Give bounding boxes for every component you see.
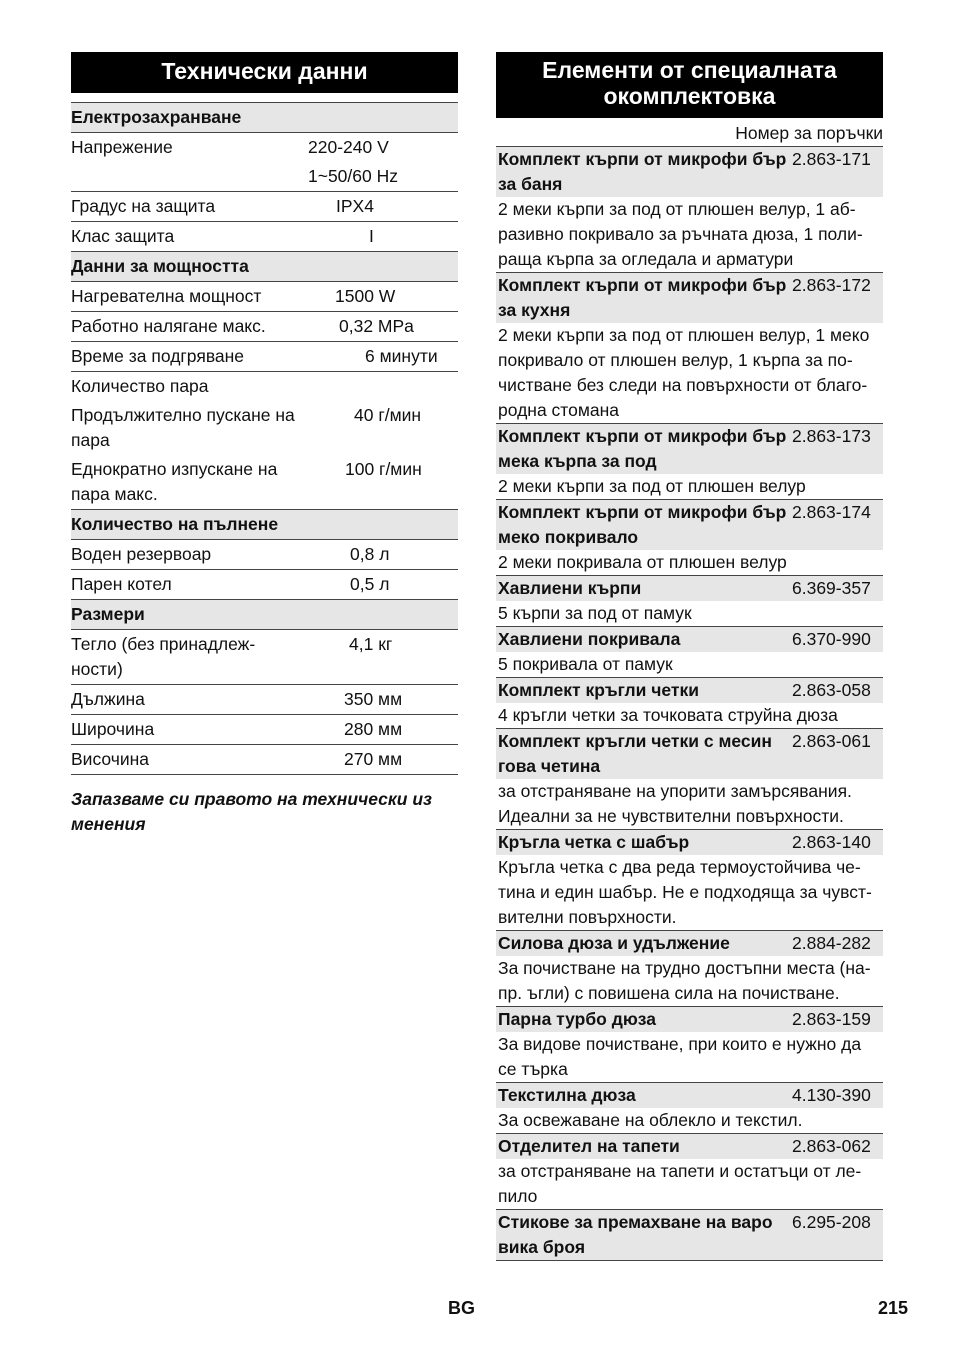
spec-value: 0,5 л [350, 574, 390, 594]
accessory-order-number: 2.863-058 [792, 680, 871, 700]
section-heading: Данни за мощността [71, 252, 458, 282]
spec-label: Клас защита [71, 226, 175, 246]
spec-row [71, 715, 458, 745]
spec-value: 4,1 кг [349, 634, 393, 654]
accessory-name: Хавлиени кърпи [498, 578, 642, 598]
accessory-item-head [496, 423, 883, 474]
spec-label: Напрежение [71, 137, 173, 157]
spec-row [71, 570, 458, 600]
accessory-description: 4 кръгли четки за точковата струйна дюза [498, 705, 838, 725]
footer-language: BG [448, 1298, 475, 1318]
accessory-name: Комплект кърпи от микрофи бър за баня [498, 149, 787, 194]
accessory-item-head [496, 499, 883, 550]
accessories-column [496, 52, 883, 1261]
accessory-order-number: 2.863-173 [792, 426, 871, 446]
accessory-name: Стикове за премахване на варо вика броя [498, 1212, 773, 1257]
spec-label: Продължително пускане на пара [71, 405, 295, 450]
spec-value: 0,32 MPa [339, 316, 414, 336]
accessory-name: Комплект кръгли четки [498, 680, 700, 700]
accessory-description: за отстраняване на тапети и остатъци от ле- пило [498, 1161, 862, 1206]
accessory-order-number: 2.863-172 [792, 275, 871, 295]
spec-row [71, 685, 458, 715]
accessory-description: Кръгла четка с два реда термоустойчива че- тина и един шабър. Не е подходяща за чувст- вителни повърхности. [498, 857, 872, 927]
accessory-item-head [496, 272, 883, 323]
spec-value: 6 минути [365, 346, 438, 366]
spec-label: Градус на защита [71, 196, 216, 216]
spec-label: Широчина [71, 719, 155, 739]
accessory-item-head [496, 930, 883, 956]
section-heading: Размери [71, 600, 458, 630]
spec-label: Количество пара [71, 376, 209, 396]
accessory-description: 5 кърпи за под от памук [498, 603, 692, 623]
order-number-header: Номер за поръчки [735, 123, 883, 143]
spec-label: Работно налягане макс. [71, 316, 266, 336]
accessory-name: Текстилна дюза [498, 1085, 636, 1105]
accessory-name: Кръгла четка с шабър [498, 832, 690, 852]
spec-label: Воден резервоар [71, 544, 212, 564]
accessory-description: За освежаване на облекло и текстил. [498, 1110, 803, 1130]
spec-value: 40 г/мин [354, 405, 422, 425]
spec-value [308, 374, 458, 399]
accessory-description: 2 меки кърпи за под от плюшен велур [498, 476, 806, 496]
spec-row [71, 540, 458, 570]
spec-label: Време за подгряване [71, 346, 245, 366]
accessory-order-number: 4.130-390 [792, 1085, 871, 1105]
accessory-name: Комплект кърпи от микрофи бър мека кърпа за под [498, 426, 787, 471]
accessories-title: Елементи от специалната окомплектовка [496, 52, 883, 118]
spec-row [71, 162, 458, 192]
accessory-name: Парна турбо дюза [498, 1009, 656, 1029]
accessory-name: Комплект кръгли четки с месин гова четина [498, 731, 772, 776]
accessory-item-head [496, 146, 883, 197]
spec-label: Нагревателна мощност [71, 286, 262, 306]
section-heading: Количество на пълнене [71, 510, 458, 540]
technical-data-title: Технически данни [71, 52, 458, 93]
spec-value: 270 мм [344, 749, 403, 769]
technical-data-table [71, 102, 458, 775]
section-heading: Електрозахранване [71, 103, 458, 133]
accessory-order-number: 2.863-140 [792, 832, 871, 852]
accessory-order-number: 6.370-990 [792, 629, 871, 649]
spec-value: 220-240 V [308, 137, 389, 157]
spec-label: Еднократно изпускане на пара макс. [71, 459, 278, 504]
accessory-order-number: 6.295-208 [792, 1212, 871, 1232]
accessory-item-head [496, 1006, 883, 1032]
spec-row [71, 342, 458, 372]
spec-value: 1500 W [335, 286, 396, 306]
accessory-item-head [496, 626, 883, 652]
accessory-order-number: 2.863-061 [792, 731, 871, 751]
spec-value: IPX4 [336, 196, 374, 216]
spec-row [71, 312, 458, 342]
spec-value: I [369, 226, 374, 246]
accessory-name: Отделител на тапети [498, 1136, 680, 1156]
accessory-item-head [496, 1133, 883, 1159]
accessory-item-head [496, 728, 883, 779]
accessory-item-head [496, 677, 883, 703]
spec-value: 0,8 л [350, 544, 390, 564]
spec-row [71, 222, 458, 252]
accessory-order-number: 2.863-159 [792, 1009, 871, 1029]
rights-reserved-note: Запазваме си правото на технически из менения [71, 789, 432, 834]
spec-row [71, 133, 458, 162]
spec-label: Дължина [71, 689, 145, 709]
spec-value: 350 мм [344, 689, 403, 709]
spec-label: Тегло (без принадлеж- ности) [71, 634, 256, 679]
technical-data-column [71, 52, 458, 775]
accessory-order-number: 2.863-062 [792, 1136, 871, 1156]
spec-label: Височина [71, 749, 150, 769]
accessories-list [496, 146, 883, 1261]
accessory-description: За видове почистване, при които е нужно да се търка [498, 1034, 862, 1079]
accessory-name: Комплект кърпи от микрофи бър меко покривало [498, 502, 787, 547]
spec-label: Парен котел [71, 574, 172, 594]
accessory-name: Силова дюза и удължение [498, 933, 730, 953]
spec-value: 280 мм [344, 719, 403, 739]
accessory-item-head [496, 1209, 883, 1261]
accessory-description: за отстраняване на упорити замърсявания. Идеални за не чувствителни повърхности. [498, 781, 852, 826]
spec-row [71, 282, 458, 312]
accessory-description: За почистване на трудно достъпни места (на- пр. ъгли) с повишена сила на почистване. [498, 958, 871, 1003]
accessory-description: 5 покривала от памук [498, 654, 673, 674]
accessory-description: 2 меки кърпи за под от плюшен велур, 1 меко покривало от плюшен велур, 1 кърпа за по- чистване без следи на повърхности от благо- родна стомана [498, 325, 870, 420]
spec-value: 100 г/мин [345, 459, 422, 479]
accessory-description: 2 меки кърпи за под от плюшен велур, 1 аб- разивно покривало за ръчната дюза, 1 поли- раща кърпа за огледала и арматури [498, 199, 863, 269]
spec-row [71, 745, 458, 775]
accessory-item-head [496, 829, 883, 855]
spec-row [71, 455, 458, 510]
accessory-description: 2 меки покривала от плюшен велур [498, 552, 787, 572]
spec-row [71, 630, 458, 685]
spec-row [71, 401, 458, 455]
accessory-order-number: 2.863-174 [792, 502, 871, 522]
spec-value: 1~50/60 Hz [308, 166, 398, 186]
accessory-order-number: 2.884-282 [792, 933, 871, 953]
accessory-name: Хавлиени покривала [498, 629, 681, 649]
accessory-order-number: 2.863-171 [792, 149, 871, 169]
accessory-item-head [496, 575, 883, 601]
spec-row [71, 192, 458, 222]
accessory-order-number: 6.369-357 [792, 578, 871, 598]
page-number: 215 [878, 1298, 909, 1318]
accessory-name: Комплект кърпи от микрофи бър за кухня [498, 275, 787, 320]
accessory-item-head [496, 1082, 883, 1108]
spec-row [71, 372, 458, 401]
spec-label [71, 164, 308, 189]
